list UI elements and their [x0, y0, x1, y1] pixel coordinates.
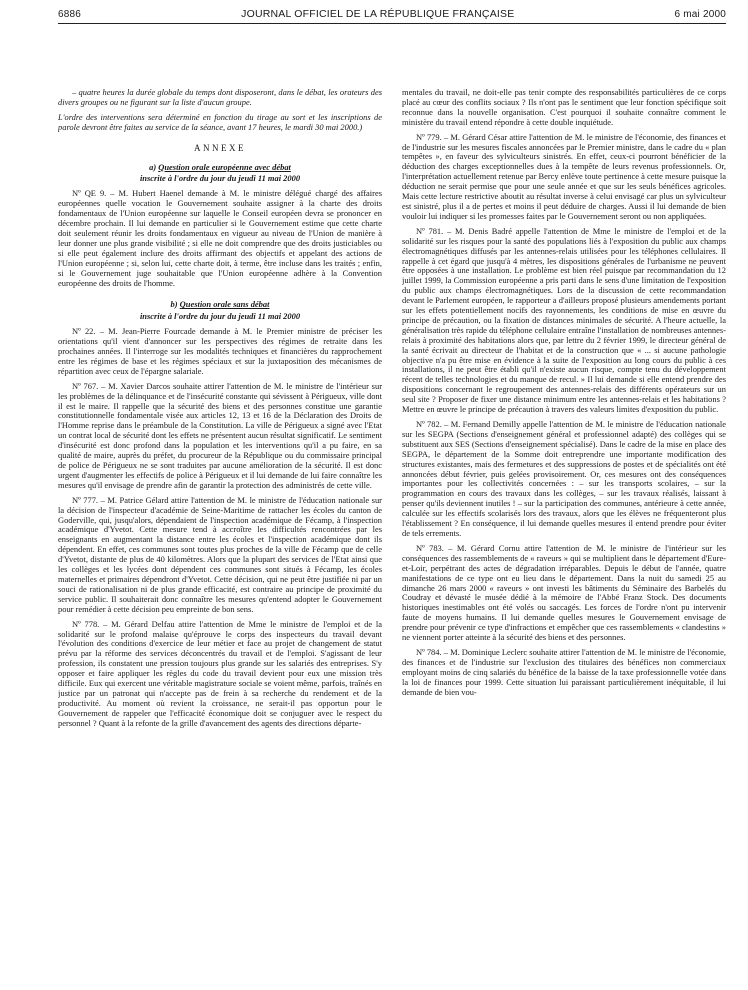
question-paragraph: Nº 781. – M. Denis Badré appelle l'attention de Mme le ministre de l'emploi et de la solidarité sur les risques pour la santé des populations liés à l'exposition du public aux champs électromagnétiques diffusés par les antennes-relais utilisées pour les téléphones cellulaires. Il rappelle à cet égard que jusqu'à 4 mètres, les dispositions générales de l'urbanisme ne peuvent être opposées à une installation. Le problème est bien réel puisque par recommandation du 12 juillet 1999, la Commission européenne a pris parti dans le sens d'une limitation de l'exposition du public aux champs électromagnétiques. Lors de la discussion de cette recommandation devant le Parlement européen, le rapporteur a d'ailleurs proposé plusieurs amendements portant sur les effets potentiellement nocifs des rayonnements, les conditions de mise en œuvre du principe de précaution, ou la fixation de distances minimales de sécurité. A l'heure actuelle, la généralisation très rapide du téléphone cellulaire entraîne l'installation de nombreuses antennes-relais à proximité des habitations alors que, par lettre du 2 février 1999, le directeur général de la santé écrivait au directeur de l'habitat et de la construction que « ... si aucune pathologie objective n'a pu être mise en évidence à la suite de l'exposition au long cours du public à ces installations, il ne peut être établi qu'il n'existe aucun risque, compte tenu du développement récent de telles technologies et du manque de recul. » Il lui demande si elle entend prendre des dispositions concernant le regroupement des antennes-relais des différents opérateurs sur un seul site ? Proposer de fixer une distance minimum entre les antennes-relais et les habitations ? Mettre en œuvre le principe de précaution à travers des valeurs limites d'exposition du public.	[402, 225, 726, 415]
question-paragraph: Nº QE 9. – M. Hubert Haenel demande à M. le ministre délégué chargé des affaires européennes quelle vocation le Gouvernement souhaite assigner à la charte des droits fondamentaux de l'Union européenne sur laquelle le Conseil européen devra se prononcer en décembre prochain. Il lui demande en particulier si le Gouvernement estime que cette charte doit seulement réunir les droits fondamentaux en vigueur au niveau de l'Union de manière à leur donner une plus grande visibilité ; si elle ne doit comprendre que des droits justiciables ou si elle peut également inclure des droits affirmant des objectifs et appelant des actions de l'Union européenne ; si, selon lui, cette charte doit, à terme, être incluse dans les traités ; enfin, si le Gouvernement juge souhaitable que l'Union européenne adhère à la Convention européenne des droits de l'homme.	[58, 188, 382, 288]
question-paragraph: Nº 779. – M. Gérard César attire l'attention de M. le ministre de l'économie, des finances et de l'industrie sur les mesures fiscales annoncées par le Premier ministre, dans le cadre du « plan tempêtes », en faveur des sylviculteurs sinistrés. En effet, ceux-ci pourront bénéficier de la déduction des charges exceptionnelles dues à la tempête de leurs revenus professionnels. Or, l'interprétation actuellement retenue par Bercy enlève toute pertinence à cette mesure puisque la déduction ne serait permise que pour une seule année et que sur les seuls bénéfices agricoles. Mais cette lecture restrictive aboutit au résultat inverse à celui envisagé car plus un sylviculteur est sinistré, plus il a de pertes et moins il peut déduire de charges. Aussi il lui demande de bien vouloir lui indiquer si les promesses faites par le Gouvernement seront ou non appliquées.	[402, 131, 726, 221]
section-b-heading	[58, 300, 382, 310]
intro-paragraph: – quatre heures la durée globale du temps dont disposeront, dans le débat, les orateurs des divers groupes ou ne figurant sur la liste d'aucun groupe.	[58, 88, 382, 107]
intro-paragraph: L'ordre des interventions sera déterminé en fonction du tirage au sort et les inscriptions de parole devront être faites au service de la séance, avant 17 heures, le mardi 30 mai 2000.)	[58, 111, 382, 132]
section-a-heading	[58, 163, 382, 173]
journal-title: JOURNAL OFFICIEL DE LA RÉPUBLIQUE FRANÇAISE	[241, 8, 515, 20]
left-column	[58, 88, 382, 729]
section-b-label: b)	[170, 299, 178, 310]
question-continuation: mentales du travail, ne doit-elle pas tenir compte des responsabilités particulières de ce corps placé au cœur des conflits sociaux ? Ils n'ont pas le sentiment que leur fonction spécifique soit reconnue dans la nouvelle organisation. C'est pourquoi il souhaite connaître comment le ministère du travail entend répondre à cette double inquiétude.	[402, 88, 726, 127]
section-a-label: a)	[149, 161, 157, 172]
question-paragraph: Nº 767. – M. Xavier Darcos souhaite attirer l'attention de M. le ministre de l'intérieur sur les problèmes de la délinquance et de l'insécurité constante qui sévissent à Périgueux, ville dont il est le maire. Il rappelle que la sécurité des biens et des personnes constitue une garantie constitutionnelle fondamentale visée aux articles 12, 13 et 16 de la Déclaration des Droits de l'Homme reprise dans le préambule de la Constitution. La ville de Périgueux a signé avec l'Etat un contrat local de sécurité dont les effets ne présentent aucun résultat significatif. Le sentiment d'insécurité est donc profond dans la population et les interventions qu'il a pu faire, en sa qualité de maire, auprès du préfet, du procureur de la République ou du commissaire principal de police de Périgueux ne se sont traduites par aucune amélioration de la sécurité. Il est donc urgent d'augmenter les effectifs de police à Périgueux et il lui demande de lui faire connaître les mesures qu'il envisage de prendre afin de garantir la protection des administrés de cette ville.	[58, 380, 382, 490]
question-paragraph: Nº 778. – M. Gérard Delfau attire l'attention de Mme le ministre de l'emploi et de la solidarité sur le profond malaise qu'éprouve le corps des inspecteurs du travail devant l'évolution des conditions d'exercice de leur métier et face au projet de changement de statut prévu par la réforme des services déconcentrés du travail et de l'emploi. S'agissant de leur profession, ils constatent une pression toujours plus grande sur les salariés des entreprises. S'y opposer et faire appliquer les règles du code du travail devient pour eux une mission très difficile. Eux qui exercent une véritable magistrature sociale se voient même, parfois, traînés en justice par un patronat qui n'accepte pas de frein à sa recherche du rendement et de la productivité. Au moment où revient la croissance, ne serait-il pas opportun pour le Gouvernement de rappeler que l'efficacité économique doit se conjuguer avec le respect du personnel ? Quant à la refonte de la grille d'avancement des agents des directions départe-	[58, 618, 382, 728]
section-a-subtitle: inscrite à l'ordre du jour du jeudi 11 mai 2000	[139, 173, 301, 184]
section-b-title: Question orale sans débat	[179, 299, 270, 310]
page-number: 6886	[58, 9, 82, 20]
section-a-title: Question orale européenne avec débat	[158, 161, 291, 172]
right-column	[402, 88, 726, 729]
question-paragraph: Nº 784. – M. Dominique Leclerc souhaite attirer l'attention de M. le ministre de l'économie, des finances et de l'industrie sur l'exclusion des titulaires des bénéfices non commerciaux employant moins de cinq salariés du bénéfice de la baisse de la taxe professionnelle votée dans la loi de finances pour 1999. Cette situation lui paraissant particulièrement inéquitable, il lui demande de bien vou-	[402, 646, 726, 697]
text-columns	[58, 88, 726, 729]
issue-date: 6 mai 2000	[674, 9, 726, 20]
page-header	[58, 8, 726, 24]
question-paragraph: Nº 783. – M. Gérard Cornu attire l'attention de M. le ministre de l'intérieur sur les conséquences des rassemblements de « raveurs » qui se multiplient dans le département d'Eure-et-Loir, perpétrant des actes de dégradation irréparables. Depuis le début de l'année, quatre manifestations de ce type ont eu lieu dans le département. Dans la nuit du samedi 25 au dimanche 26 mars 2000 « raveurs » ont investi les bâtiments du Séminaire des Barbelés du Coudray et dévasté le musée dédié à la mémoire de l'Abbé Franz Stock. Des documents historiques inestimables ont été volés ou saccagés. Les forces de l'ordre n'ont pu intervenir faute de moyens humains. Il lui demande quelles mesures le Gouvernement envisage de prendre pour prévenir ce type d'infractions et empêcher que ces rassemblements « clandestins » ne viennent porter atteinte à la sécurité des biens et des personnes.	[402, 542, 726, 643]
question-paragraph: Nº 22. – M. Jean-Pierre Fourcade demande à M. le Premier ministre de préciser les orientations qu'il vient d'annoncer sur les perspectives des régimes de retraite dans les prochaines années. Il l'interroge sur les modalités techniques et financières du rapprochement entre les régimes de base et les régimes spéciaux et sur la juxtaposition des mécanismes de répartition avec ceux de l'épargne salariale.	[58, 326, 382, 376]
annexe-heading: ANNEXE	[194, 142, 246, 153]
question-paragraph: Nº 777. – M. Patrice Gélard attire l'attention de M. le ministre de l'éducation nationale sur la décision de l'inspecteur d'académie de Seine-Maritime de rattacher les écoles du canton de Goderville, qui, jusqu'alors, dépendaient de l'inspection académique de Fécamp, à l'inspection académique d'Yvetot. Cette mesure tend à accroître les difficultés rencontrées par les enseignants en augmentant la distance entre les écoles et l'inspection académique dont ils dépendent. En effet, ces communes sont toutes plus proches de la ville de Fécamp que de celle d'Yvetot, distante de plus de 40 kilomètres. Alors que la plupart des services de l'Etat ainsi que les collèges et les lycées dont dépendent ces communes sont situés à Fécamp, les écoles maternelles et primaires dépendront d'Yvetot. Cette décision, qui ne peut être justifiée ni par un souci de rationalisation ni de plus grande efficacité, est contraire au principe de proximité du service public. Il souhaiterait donc connaître les mesures qu'entend adopter le Gouvernement pour remédier à cette décision peu empreinte de bon sens.	[58, 494, 382, 614]
section-b-subtitle: inscrite à l'ordre du jour du jeudi 11 mai 2000	[139, 311, 301, 322]
question-paragraph: Nº 782. – M. Fernand Demilly appelle l'attention de M. le ministre de l'éducation nationale sur les SEGPA (Sections d'enseignement général et professionnel adapté) des collèges qui se substituent aux SES (Sections d'enseignement spécialisé). Dans le cadre de la mise en place des SEGPA, le département de la Somme doit entreprendre une importante modification des structures existantes, mais des fermetures et des suppressions de postes et de spécialités ont été annoncées début février, puis gelées provisoirement. Or, ces mesures ont des conséquences importantes pour les collectivités concernées : – sur les transports scolaires, – sur la programmation en cours des travaux dans les collèges, – sur les travaux réalisés, laissant à penser qu'ils deviennent inutiles ! – sur la participation des communes, antérieure à cette année, calculée sur les effectifs scolarisés lors des travaux, alors que les élèves ne fréquenteront plus l'établissement ? En conséquence, il lui demande quelles mesures il entend prendre pour éviter de tels errements.	[402, 419, 726, 538]
